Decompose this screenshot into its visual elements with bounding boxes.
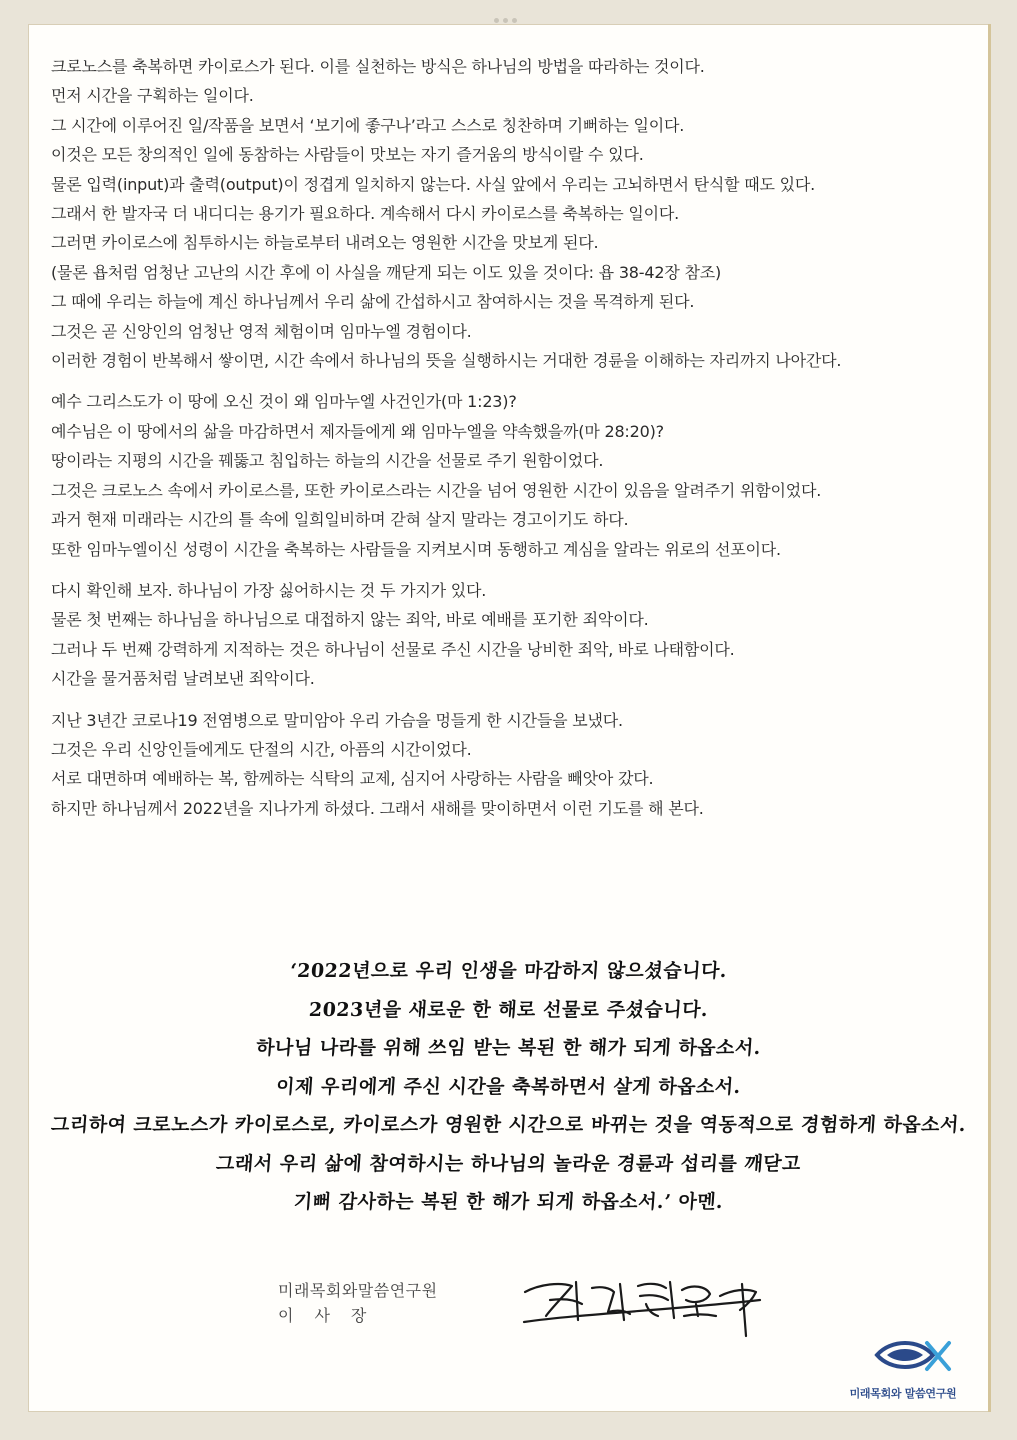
handwritten-prayer bbox=[28, 952, 989, 1222]
logo-text: 미래목회와 말씀연구원 bbox=[849, 1387, 957, 1400]
text-line: (물론 욥처럼 엄청난 고난의 시간 후에 이 사실을 깨닫게 되는 이도 있을 것이다: 욥 38-42장 참조) bbox=[51, 262, 722, 282]
text-line: 그 시간에 이루어진 일/작품을 보면서 ‘보기에 좋구나’라고 스스로 칭찬하며 기뻐하는 일이다. bbox=[51, 115, 685, 135]
text-line: 그것은 곧 신앙인의 엄청난 영적 체험이며 임마누엘 경험이다. bbox=[51, 321, 472, 341]
text-line: 그것은 크로노스 속에서 카이로스를, 또한 카이로스라는 시간을 넘어 영원한 시간이 있음을 알려주기 위함이었다. bbox=[51, 480, 822, 500]
paragraph-4 bbox=[51, 706, 961, 824]
prayer-line: 그리하여 크로노스가 카이로스로, 카이로스가 영원한 시간으로 바뀌는 것을 역동적으로 경험하게 하옵소서. bbox=[50, 1114, 967, 1136]
text-line: 예수님은 이 땅에서의 삶을 마감하면서 제자들에게 왜 임마누엘을 약속했을까(마 28:20)? bbox=[51, 421, 664, 441]
prayer-line: 이제 우리에게 주신 시간을 축복하면서 살게 하옵소서. bbox=[275, 1075, 742, 1098]
text-line: 땅이라는 지평의 시간을 꿰뚫고 침입하는 하늘의 시간을 선물로 주기 원함이었다. bbox=[51, 451, 604, 471]
text-line: 그 때에 우리는 하늘에 계신 하나님께서 우리 삶에 간섭하시고 참여하시는 것을 목격하게 된다. bbox=[51, 292, 695, 312]
letter-body bbox=[51, 52, 961, 835]
prayer-line: 그래서 우리 삶에 참여하시는 하나님의 놀라운 경륜과 섭리를 깨닫고 bbox=[215, 1152, 802, 1175]
text-line: 그래서 한 발자국 더 내디디는 용기가 필요하다. 계속해서 다시 카이로스를 축복하는 일이다. bbox=[51, 204, 679, 224]
organization-name: 미래목회와말씀연구원 bbox=[278, 1281, 438, 1300]
prayer-line: 기뻐 감사하는 복된 한 해가 되게 하옵소서.’ 아멘. bbox=[293, 1191, 724, 1213]
text-line: 과거 현재 미래라는 시간의 틀 속에 일희일비하며 갇혀 살지 말라는 경고이기도 하다. bbox=[51, 510, 629, 530]
signer-title: 이사장 bbox=[278, 1306, 388, 1325]
text-line: 예수 그리스도가 이 땅에 오신 것이 왜 임마누엘 사건인가(마 1:23)? bbox=[51, 392, 517, 412]
text-line: 다시 확인해 보자. 하나님이 가장 싫어하시는 것 두 가지가 있다. bbox=[51, 580, 487, 600]
text-line: 또한 임마누엘이신 성령이 시간을 축복하는 사람들을 지켜보시며 동행하고 계심을 알라는 위로의 선포이다. bbox=[51, 539, 781, 559]
text-line: 서로 대면하며 예배하는 복, 함께하는 식탁의 교제, 심지어 사랑하는 사람을 빼앗아 갔다. bbox=[51, 769, 654, 789]
text-line: 하지만 하나님께서 2022년을 지나가게 하셨다. 그래서 새해를 맞이하면서 이런 기도를 해 본다. bbox=[51, 798, 704, 818]
prayer-line: ‘2022년으로 우리 인생을 마감하지 않으셨습니다. bbox=[289, 960, 728, 982]
text-line: 이러한 경험이 반복해서 쌓이면, 시간 속에서 하나님의 뜻을 실행하시는 거대한 경륜을 이해하는 자리까지 나아간다. bbox=[51, 351, 842, 371]
signature-block bbox=[278, 1278, 438, 1328]
text-line: 크로노스를 축복하면 카이로스가 된다. 이를 실천하는 방식은 하나님의 방법을 따라하는 것이다. bbox=[51, 57, 705, 76]
text-line: 시간을 물거품처럼 날려보낸 죄악이다. bbox=[51, 669, 315, 689]
prayer-line: 2023년을 새로운 한 해로 선물로 주셨습니다. bbox=[308, 998, 709, 1021]
text-line: 그것은 우리 신앙인들에게도 단절의 시간, 아픔의 시간이었다. bbox=[51, 739, 472, 759]
text-line: 지난 3년간 코로나19 전염병으로 말미암아 우리 가슴을 멍들게 한 시간들을 보냈다. bbox=[51, 710, 623, 730]
paragraph-2 bbox=[51, 387, 961, 563]
fish-logo-icon bbox=[873, 1335, 953, 1375]
text-line: 먼저 시간을 구획하는 일이다. bbox=[51, 86, 254, 106]
text-line: 이것은 모든 창의적인 일에 동참하는 사람들이 맛보는 자기 즐거움의 방식이랄 수 있다. bbox=[51, 145, 644, 165]
text-line: 그러면 카이로스에 침투하시는 하늘로부터 내려오는 영원한 시간을 맛보게 된다. bbox=[51, 233, 599, 253]
paragraph-1 bbox=[51, 52, 961, 375]
prayer-line: 하나님 나라를 위해 쓰임 받는 복된 한 해가 되게 하옵소서. bbox=[255, 1037, 762, 1059]
text-line: 물론 첫 번째는 하나님을 하나님으로 대접하지 않는 죄악, 바로 예배를 포기한 죄악이다. bbox=[51, 610, 649, 630]
paragraph-3 bbox=[51, 576, 961, 694]
handwritten-signature bbox=[520, 1270, 770, 1340]
text-line: 물론 입력(input)과 출력(output)이 정겹게 일치하지 않는다. 사실 앞에서 우리는 고뇌하면서 탄식할 때도 있다. bbox=[51, 174, 816, 194]
window-drag-handle[interactable] bbox=[494, 8, 524, 14]
text-line: 그러나 두 번째 강력하게 지적하는 것은 하나님이 선물로 주신 시간을 낭비한 죄악, 바로 나태함이다. bbox=[51, 639, 735, 659]
